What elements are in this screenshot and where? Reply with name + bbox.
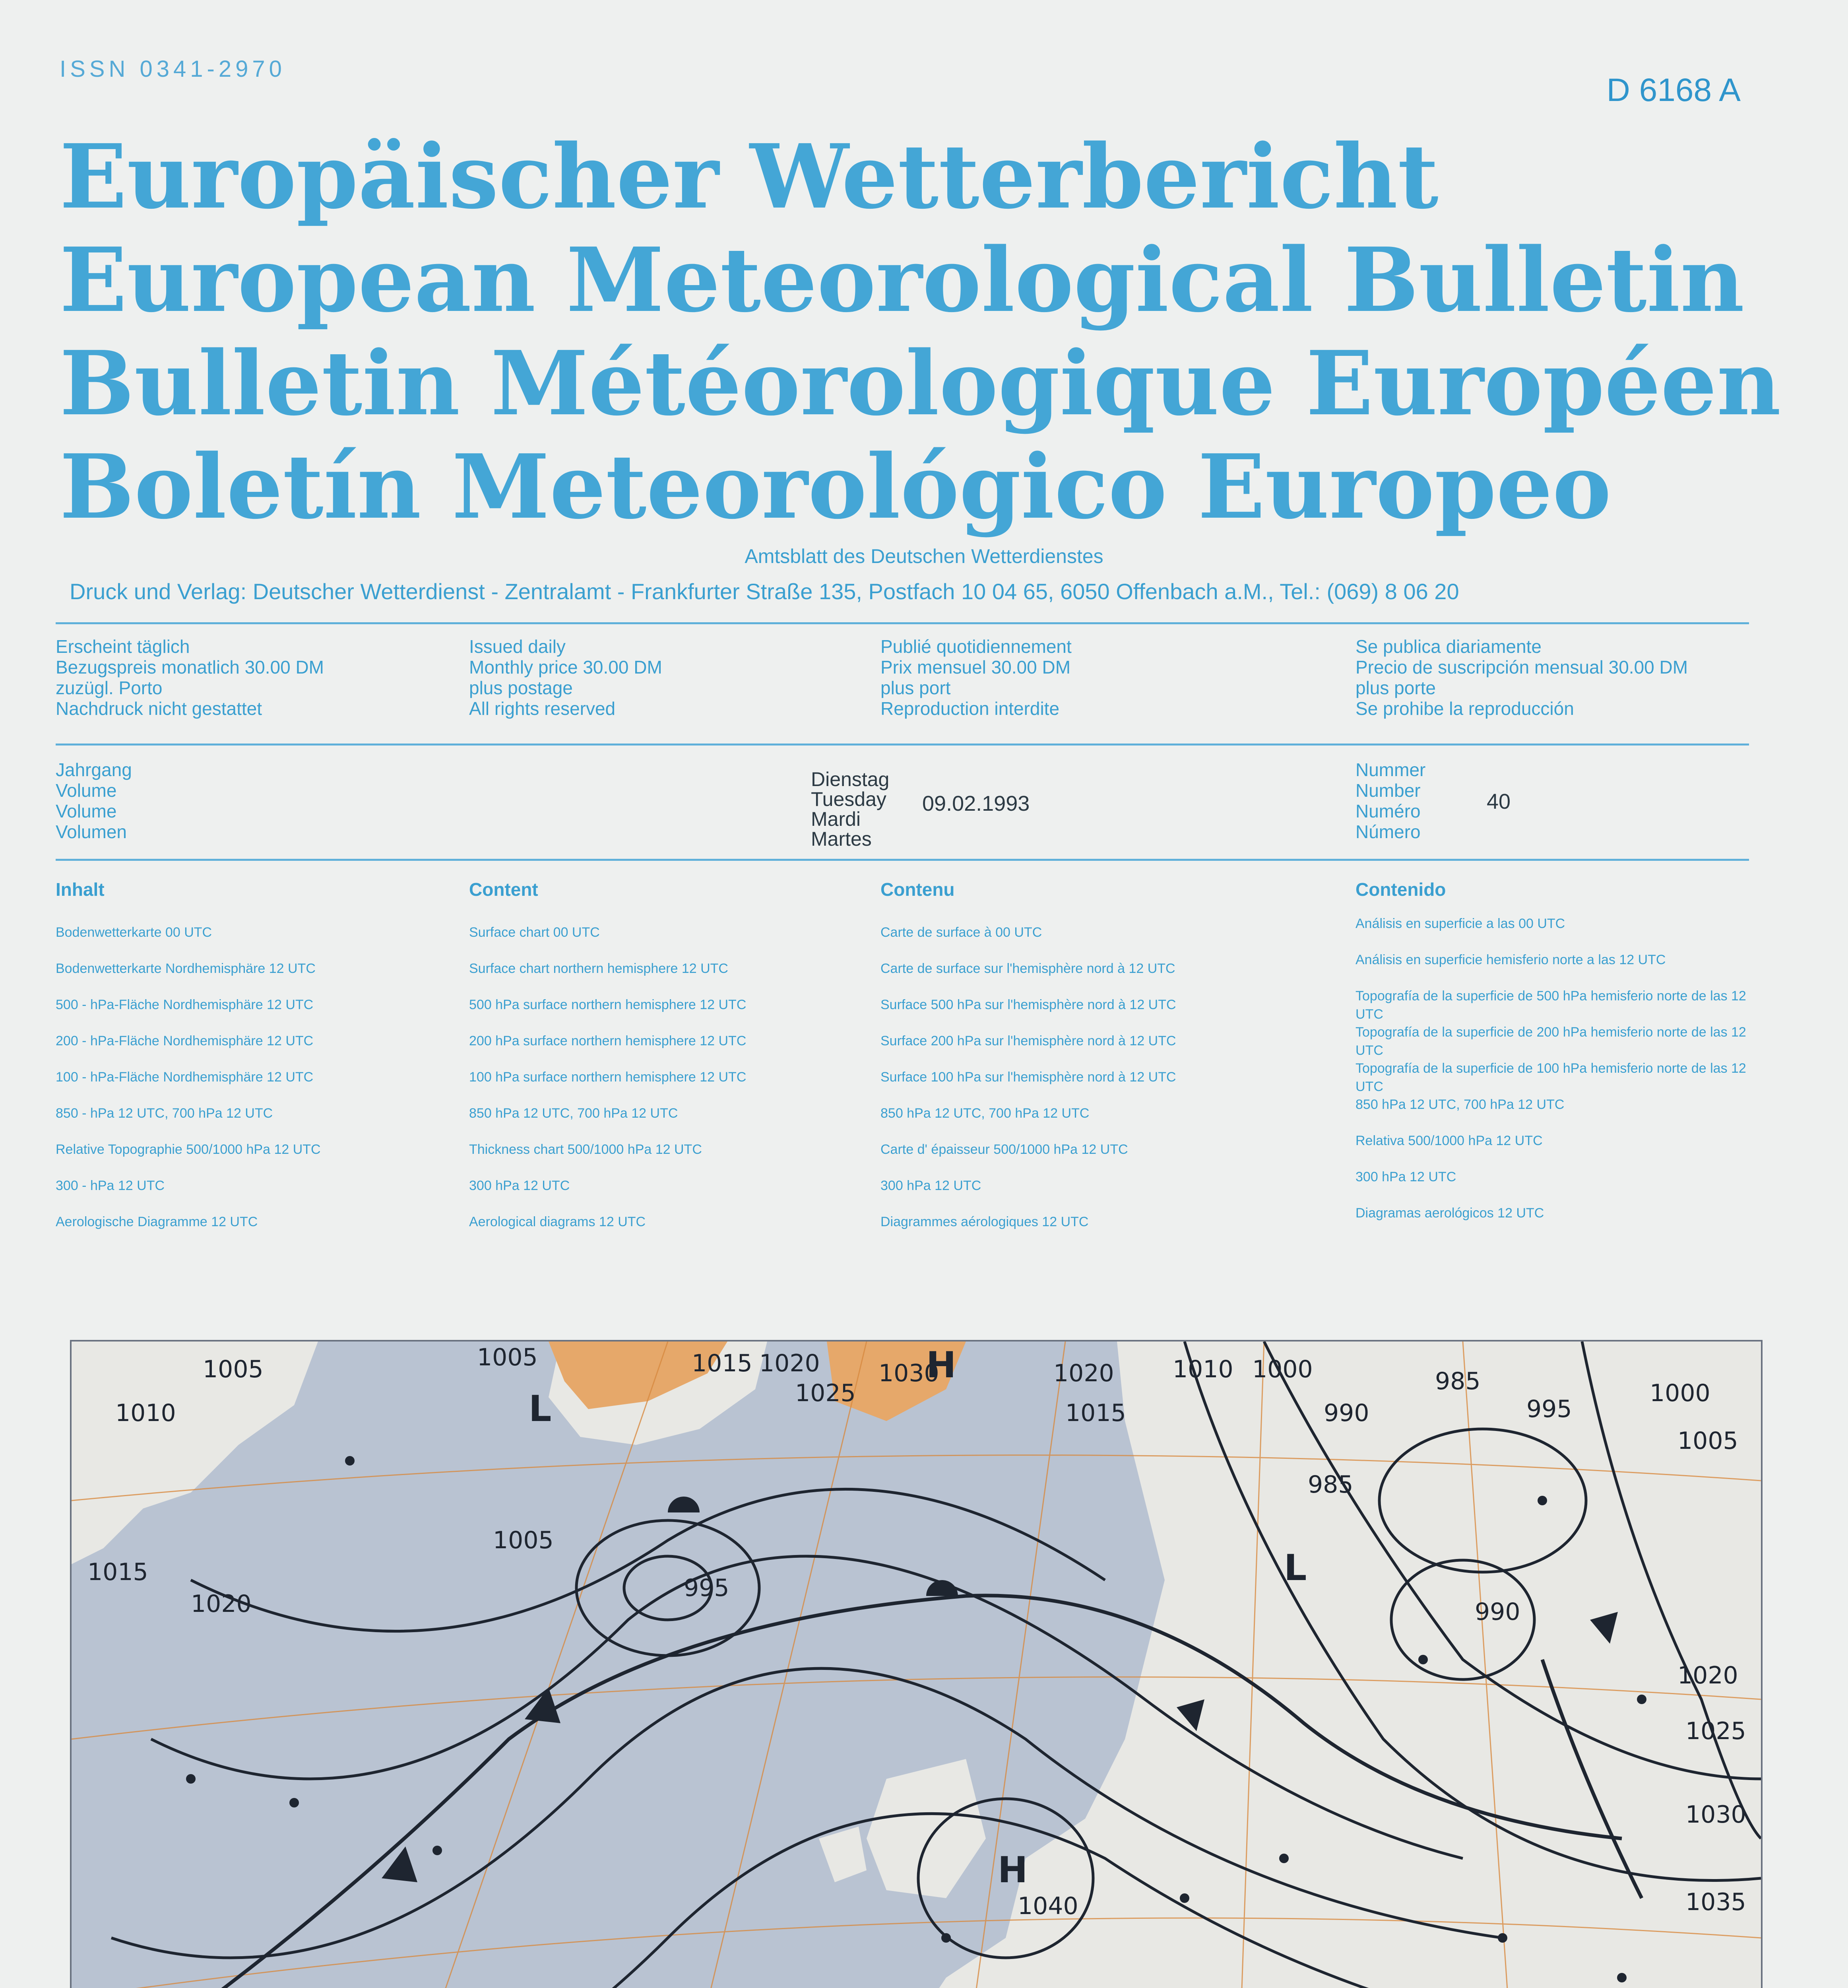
list-item: Aerological diagrams 12 UTC bbox=[469, 1214, 646, 1229]
list-item: 300 hPa 12 UTC bbox=[469, 1178, 570, 1193]
isobar-label: 1005 bbox=[493, 1526, 554, 1554]
isobar-label: 990 bbox=[1324, 1399, 1369, 1427]
high-pressure-label: H bbox=[998, 1849, 1028, 1891]
list-item: Diagrammes aérologiques 12 UTC bbox=[880, 1214, 1089, 1229]
title-german: Europäischer Wetterbericht bbox=[60, 125, 1439, 229]
list-item: Topografía de la superficie de 500 hPa hemisferio norte de las 12 UTC bbox=[1355, 988, 1746, 1022]
isobar-label: 1005 bbox=[477, 1343, 538, 1371]
amtsblatt-line: Amtsblatt des Deutschen Wetterdienstes bbox=[745, 545, 1103, 567]
isobar-label: 1020 bbox=[1053, 1359, 1114, 1387]
station-dot bbox=[1538, 1496, 1547, 1505]
list-item: Diagramas aerológicos 12 UTC bbox=[1355, 1206, 1544, 1221]
isobar-label: 1010 bbox=[1173, 1355, 1233, 1383]
isobar-label: 1040 bbox=[1018, 1892, 1078, 1920]
list-item: Surface 500 hPa sur l'hemisphère nord à 12 UTC bbox=[880, 997, 1176, 1012]
station-dot bbox=[1498, 1933, 1507, 1943]
list-item: 850 hPa 12 UTC, 700 hPa 12 UTC bbox=[1355, 1097, 1565, 1112]
list-item: Topografía de la superficie de 200 hPa hemisferio norte de las 12 UTC bbox=[1355, 1025, 1746, 1058]
station-dot bbox=[1180, 1893, 1189, 1903]
isobar-label: 1020 bbox=[759, 1349, 820, 1377]
list-item: 500 hPa surface northern hemisphere 12 UTC bbox=[469, 997, 747, 1012]
list-item: Aerologische Diagramme 12 UTC bbox=[56, 1214, 258, 1229]
contents-list-fr bbox=[880, 914, 1338, 1240]
isobar-label: 1015 bbox=[1065, 1399, 1126, 1427]
list-item: Análisis en superficie hemisferio norte a las 12 UTC bbox=[1355, 952, 1666, 967]
subscription-en: Issued daily Monthly price 30.00 DM plus postage All rights reserved bbox=[469, 636, 662, 719]
isobar-label: 1035 bbox=[1685, 1888, 1746, 1916]
list-item: Topografía de la superficie de 100 hPa hemisferio norte de las 12 UTC bbox=[1355, 1061, 1746, 1094]
contents-heading-es: Contenido bbox=[1355, 879, 1446, 900]
station-dot bbox=[1418, 1655, 1428, 1664]
isobar-label: 995 bbox=[684, 1574, 729, 1602]
title-english: European Meteorological Bulletin bbox=[60, 229, 1745, 332]
isobar-label: 995 bbox=[1526, 1395, 1572, 1423]
high-pressure-label: H bbox=[926, 1344, 956, 1386]
isobar-label: 1025 bbox=[1685, 1717, 1746, 1745]
contents-heading-de: Inhalt bbox=[56, 879, 105, 900]
isobar-label: 1010 bbox=[115, 1399, 176, 1427]
list-item: 850 hPa 12 UTC, 700 hPa 12 UTC bbox=[880, 1106, 1090, 1121]
divider bbox=[56, 744, 1749, 746]
list-item: Relativa 500/1000 hPa 12 UTC bbox=[1355, 1133, 1543, 1148]
station-dot bbox=[289, 1798, 299, 1807]
station-dot bbox=[186, 1774, 196, 1784]
contents-list-de bbox=[56, 914, 453, 1240]
isobar-label: 990 bbox=[1475, 1598, 1520, 1626]
divider bbox=[56, 859, 1749, 861]
list-item: Thickness chart 500/1000 hPa 12 UTC bbox=[469, 1142, 702, 1157]
subscription-de: Erscheint täglich Bezugspreis monatlich 30.00 DM zuzügl. Porto Nachdruck nicht gestattet bbox=[56, 636, 324, 719]
list-item: Carte de surface sur l'hemisphère nord à 12 UTC bbox=[880, 961, 1175, 976]
surface-weather-map bbox=[70, 1340, 1763, 1988]
low-pressure-label: L bbox=[1284, 1547, 1307, 1589]
list-item: Surface 100 hPa sur l'hemisphère nord à 12 UTC bbox=[880, 1070, 1176, 1085]
subscription-es: Se publica diariamente Precio de suscripción mensual 30.00 DM plus porte Se prohibe la reproducción bbox=[1355, 636, 1688, 719]
station-dot bbox=[1279, 1854, 1289, 1863]
list-item: Surface chart 00 UTC bbox=[469, 925, 600, 940]
list-item: 500 - hPa-Fläche Nordhemisphäre 12 UTC bbox=[56, 997, 314, 1012]
isobar-label: 1000 bbox=[1650, 1379, 1710, 1407]
list-item: Relative Topographie 500/1000 hPa 12 UTC bbox=[56, 1142, 321, 1157]
list-item: Bodenwetterkarte 00 UTC bbox=[56, 925, 212, 940]
list-item: Carte de surface à 00 UTC bbox=[880, 925, 1042, 940]
isobar-label: 1025 bbox=[795, 1379, 856, 1407]
contents-heading-en: Content bbox=[469, 879, 538, 900]
isobar-label: 1015 bbox=[692, 1349, 752, 1377]
list-item: 300 hPa 12 UTC bbox=[1355, 1169, 1456, 1184]
title-french: Bulletin Météorologique Européen bbox=[60, 332, 1781, 435]
low-pressure-label: L bbox=[529, 1388, 552, 1430]
station-dot bbox=[1617, 1973, 1627, 1982]
list-item: 100 hPa surface northern hemisphere 12 UTC bbox=[469, 1070, 747, 1085]
isobar-label: 1000 bbox=[1252, 1355, 1313, 1383]
list-item: 850 hPa 12 UTC, 700 hPa 12 UTC bbox=[469, 1106, 678, 1121]
contents-heading-fr: Contenu bbox=[880, 879, 955, 900]
list-item: Bodenwetterkarte Nordhemisphäre 12 UTC bbox=[56, 961, 316, 976]
list-item: 850 - hPa 12 UTC, 700 hPa 12 UTC bbox=[56, 1106, 273, 1121]
station-dot bbox=[1637, 1695, 1646, 1704]
list-item: 200 hPa surface northern hemisphere 12 UTC bbox=[469, 1033, 747, 1048]
contents-list-es bbox=[1355, 914, 1753, 1240]
list-item: 200 - hPa-Fläche Nordhemisphäre 12 UTC bbox=[56, 1033, 314, 1048]
station-dot bbox=[941, 1933, 951, 1943]
list-item: 300 - hPa 12 UTC bbox=[56, 1178, 165, 1193]
divider bbox=[56, 622, 1749, 624]
subscription-fr: Publié quotidiennement Prix mensuel 30.00 DM plus port Reproduction interdite bbox=[880, 636, 1072, 719]
list-item: Surface 200 hPa sur l'hemisphère nord à 12 UTC bbox=[880, 1033, 1176, 1048]
list-item: Análisis en superficie a las 00 UTC bbox=[1355, 916, 1565, 931]
list-item: Surface chart northern hemisphere 12 UTC bbox=[469, 961, 728, 976]
isobar-label: 1030 bbox=[878, 1359, 939, 1387]
volume-labels: Jahrgang Volume Volume Volumen bbox=[56, 759, 132, 842]
list-item: 100 - hPa-Fläche Nordhemisphäre 12 UTC bbox=[56, 1070, 314, 1085]
publisher-line: Druck und Verlag: Deutscher Wetterdienst - Zentralamt - Frankfurter Straße 135, Postfach 10 04 65, 6050 Offenbach a.M., Tel.: (069) 8 06 20 bbox=[70, 579, 1459, 604]
title-spanish: Boletín Meteorológico Europeo bbox=[60, 435, 1611, 539]
isobar-label: 1015 bbox=[87, 1558, 148, 1586]
issue-date: 09.02.1993 bbox=[922, 792, 1030, 815]
isobar-label: 985 bbox=[1308, 1471, 1354, 1499]
list-item: 300 hPa 12 UTC bbox=[880, 1178, 981, 1193]
map-graphic bbox=[72, 1342, 1761, 1988]
isobar-label: 1005 bbox=[1677, 1427, 1738, 1455]
station-dot bbox=[345, 1456, 355, 1466]
issue-number: 40 bbox=[1487, 790, 1511, 813]
issn-number: ISSN 0341-2970 bbox=[60, 56, 286, 82]
isobar-label: 1030 bbox=[1685, 1801, 1746, 1829]
isobar-label: 1020 bbox=[191, 1590, 252, 1618]
number-labels: Nummer Number Numéro Número bbox=[1355, 759, 1426, 842]
weekday-labels: Dienstag Tuesday Mardi Martes bbox=[811, 768, 890, 850]
list-item: Carte d' épaisseur 500/1000 hPa 12 UTC bbox=[880, 1142, 1128, 1157]
isobar-label: 1005 bbox=[203, 1355, 264, 1383]
station-dot bbox=[432, 1846, 442, 1855]
isobar-label: 1020 bbox=[1677, 1662, 1738, 1689]
isobar-label: 985 bbox=[1435, 1367, 1481, 1395]
contents-list-en bbox=[469, 914, 867, 1240]
publication-code: D 6168 A bbox=[1606, 72, 1741, 108]
